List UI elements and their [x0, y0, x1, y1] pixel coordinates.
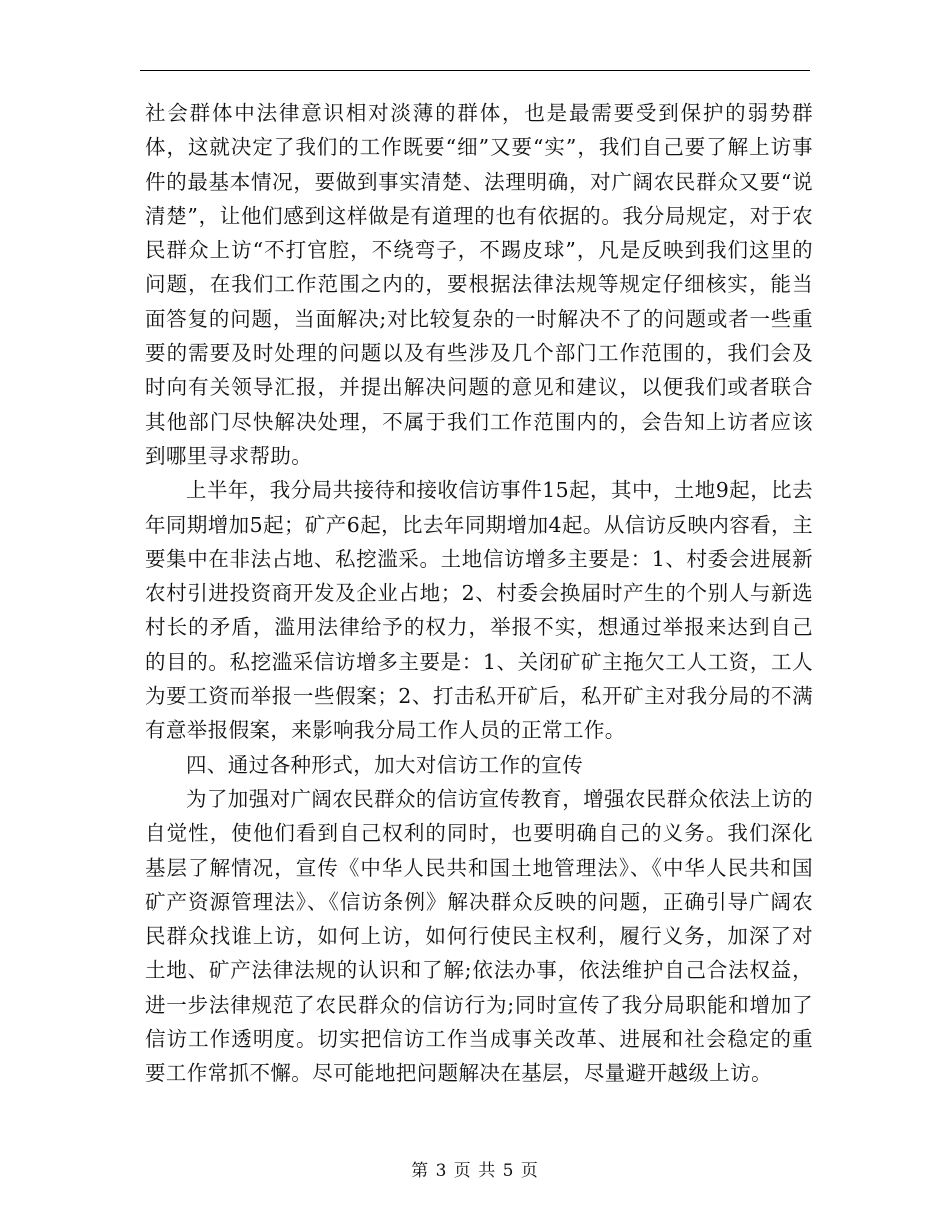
paragraph-3: 为了加强对广阔农民群众的信访宣传教育，增强农民群众依法上访的自觉性，使他们看到自己权利的同时，也要明确自己的义务。我们深化基层了解情况，宣传《中华人民共和国土地管理法》、《中华人民共和国矿产资源管理法》、《信访条例》解决群众反映的问题，正确引导广阔农民群众找谁上访，如何上访，如何行使民主权利，履行义务，加深了对土地、矿产法律法规的认识和了解;依法办事，依法维护自己合法权益，进一步法律规范了农民群众的信访行为;同时宣传了我分局职能和增加了信访工作透明度。切实把信访工作当成事关改革、进展和社会稳定的重要工作常抓不懈。尽可能地把问题解决在基层，尽量避开越级上访。 — [145, 786, 813, 1086]
section-heading: 四、通过各种形式，加大对信访工作的宣传 — [186, 752, 584, 777]
paragraph-1: 社会群体中法律意识相对淡薄的群体，也是最需要受到保护的弱势群体，这就决定了我们的工作既要“细”又要“实”，我们自己要了解上访事件的最基本情况，要做到事实清楚、法理明确，对广阔农民群众又要“说清楚”，让他们感到这样做是有道理的也有依据的。我分局规定，对于农民群众上访“不打官腔，不绕弯子，不踢皮球”，凡是反映到我们这里的问题，在我们工作范围之内的，要根据法律法规等规定仔细核实，能当面答复的问题，当面解决;对比较复杂的一时解决不了的问题或者一些重要的需要及时处理的问题以及有些涉及几个部门工作范围的，我们会及时向有关领导汇报，并提出解决问题的意见和建议，以便我们或者联合其他部门尽快解决处理，不属于我们工作范围内的，会告知上访者应该到哪里寻求帮助。 — [145, 101, 813, 468]
document-body — [145, 96, 813, 1091]
paragraph-2: 上半年，我分局共接待和接收信访事件15起，其中，土地9起，比去年同期增加5起；矿产6起，比去年同期增加4起。从信访反映内容看，主要集中在非法占地、私挖滥采。土地信访增多主要是：1、村委会进展新农村引进投资商开发及企业占地；2、村委会换届时产生的个别人与新选村长的矛盾，滥用法律给予的权力，举报不实，想通过举报来达到自己的目的。私挖滥采信访增多主要是：1、关闭矿矿主拖欠工人工资，工人为要工资而举报一些假案；2、打击私开矿后，私开矿主对我分局的不满有意举报假案，来影响我分局工作人员的正常工作。 — [145, 478, 813, 743]
header-rule — [140, 70, 810, 71]
page-footer: 第 3 页 共 5 页 — [411, 1161, 539, 1181]
